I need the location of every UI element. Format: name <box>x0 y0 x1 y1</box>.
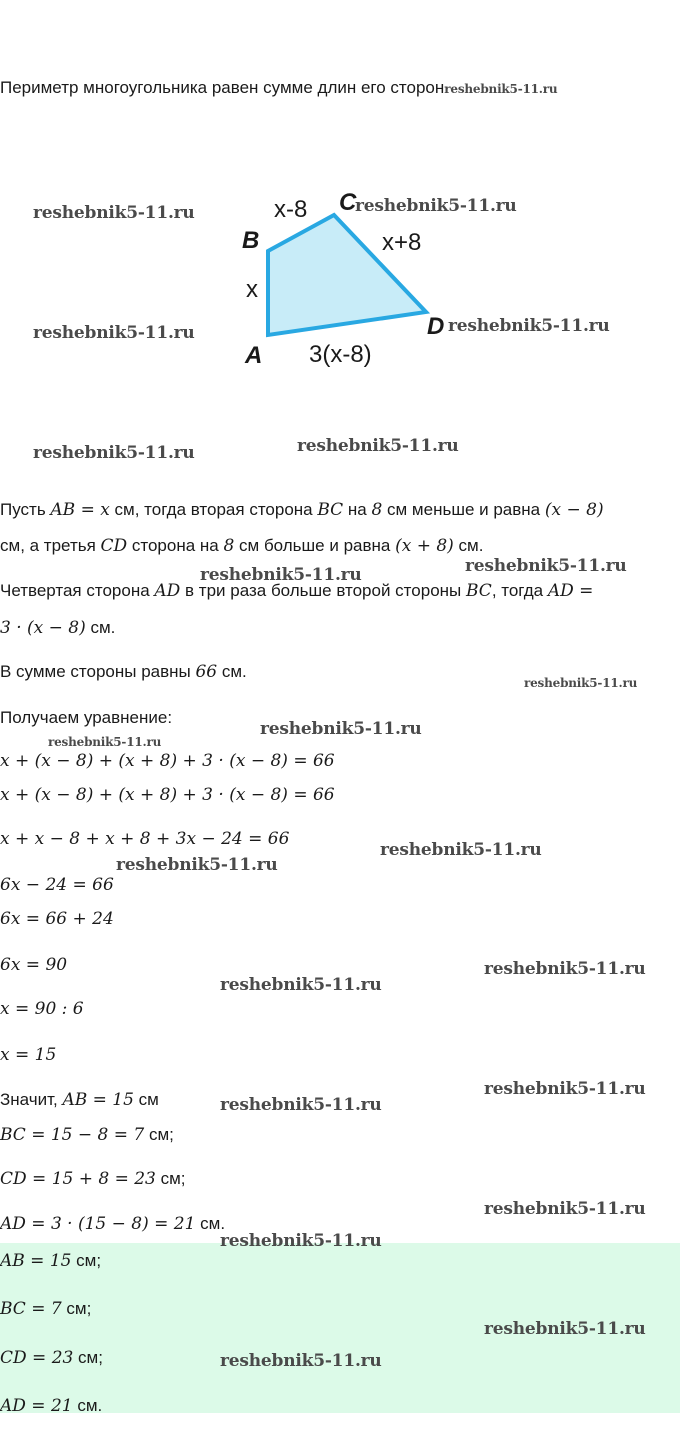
paragraph-sides-line2: см, а третья CD сторона на 8 см больше и равна (x + 8) см. <box>0 536 484 556</box>
answer-line-ab: AB = 15 см; <box>0 1251 102 1271</box>
watermark: reshebnik5-11.ru <box>355 196 517 216</box>
watermark: reshebnik5-11.ru <box>33 203 195 223</box>
intro-text: Периметр многоугольника равен сумме длин его сторонreshebnik5-11.ru <box>0 78 558 97</box>
vertex-d-label: D <box>427 313 445 340</box>
watermark: reshebnik5-11.ru <box>465 556 627 576</box>
watermark: reshebnik5-11.ru <box>260 719 422 739</box>
result-line-cd: CD = 15 + 8 = 23 см; <box>0 1169 186 1189</box>
side-ad-label: 3(x-8) <box>309 341 372 368</box>
watermark: reshebnik5-11.ru <box>220 975 382 995</box>
equation-line: x + (x − 8) + (x + 8) + 3 · (x − 8) = 66 <box>0 785 335 805</box>
side-ab-label: x <box>246 276 258 303</box>
equation-line: 6x = 66 + 24 <box>0 909 114 929</box>
watermark: reshebnik5-11.ru <box>220 1351 382 1371</box>
watermark: reshebnik5-11.ru <box>524 676 638 690</box>
watermark: reshebnik5-11.ru <box>33 443 195 463</box>
side-bc-label: x-8 <box>274 196 308 223</box>
equation-line: 6x = 90 <box>0 955 68 975</box>
equation-line: x = 90 : 6 <box>0 999 84 1019</box>
paragraph-sum: В сумме стороны равны 66 см. <box>0 662 247 682</box>
watermark: reshebnik5-11.ru <box>48 735 162 749</box>
watermark: reshebnik5-11.ru <box>33 323 195 343</box>
vertex-a-label: A <box>245 342 263 369</box>
answer-line-ad: AD = 21 см. <box>0 1396 103 1416</box>
answer-line-bc: BC = 7 см; <box>0 1299 92 1319</box>
result-line-ab: Значит, AB = 15 см <box>0 1090 159 1110</box>
watermark: reshebnik5-11.ru <box>380 840 542 860</box>
paragraph-sides-line1: Пусть AB = x см, тогда вторая сторона BC на 8 см меньше и равна (x − 8) <box>0 500 604 520</box>
vertex-c-label: C <box>339 189 357 216</box>
equation-line: x = 15 <box>0 1045 57 1065</box>
paragraph-fourth-side-line2: 3 · (x − 8) см. <box>0 618 116 638</box>
watermark: reshebnik5-11.ru <box>220 1231 382 1251</box>
equation-line: 6x − 24 = 66 <box>0 875 114 895</box>
watermark: reshebnik5-11.ru <box>200 565 362 585</box>
paragraph-equation-intro: Получаем уравнение: <box>0 708 173 727</box>
watermark: reshebnik5-11.ru <box>220 1095 382 1115</box>
paragraph-fourth-side-line1: Четвертая сторона AD в три раза больше второй стороны BC, тогда AD = <box>0 581 594 601</box>
watermark: reshebnik5-11.ru <box>448 316 610 336</box>
watermark: reshebnik5-11.ru <box>484 1199 646 1219</box>
watermark: reshebnik5-11.ru <box>484 959 646 979</box>
side-cd-label: x+8 <box>382 229 422 256</box>
watermark: reshebnik5-11.ru <box>297 436 459 456</box>
equation-line: x + (x − 8) + (x + 8) + 3 · (x − 8) = 66 <box>0 751 335 771</box>
watermark: reshebnik5-11.ru <box>444 82 558 96</box>
watermark: reshebnik5-11.ru <box>484 1079 646 1099</box>
watermark: reshebnik5-11.ru <box>116 855 278 875</box>
result-line-ad: AD = 3 · (15 − 8) = 21 см. <box>0 1214 226 1234</box>
result-line-bc: BC = 15 − 8 = 7 см; <box>0 1125 174 1145</box>
answer-line-cd: CD = 23 см; <box>0 1348 103 1368</box>
watermark: reshebnik5-11.ru <box>484 1319 646 1339</box>
vertex-b-label: B <box>242 227 260 254</box>
equation-line: x + x − 8 + x + 8 + 3x − 24 = 66 <box>0 829 290 849</box>
